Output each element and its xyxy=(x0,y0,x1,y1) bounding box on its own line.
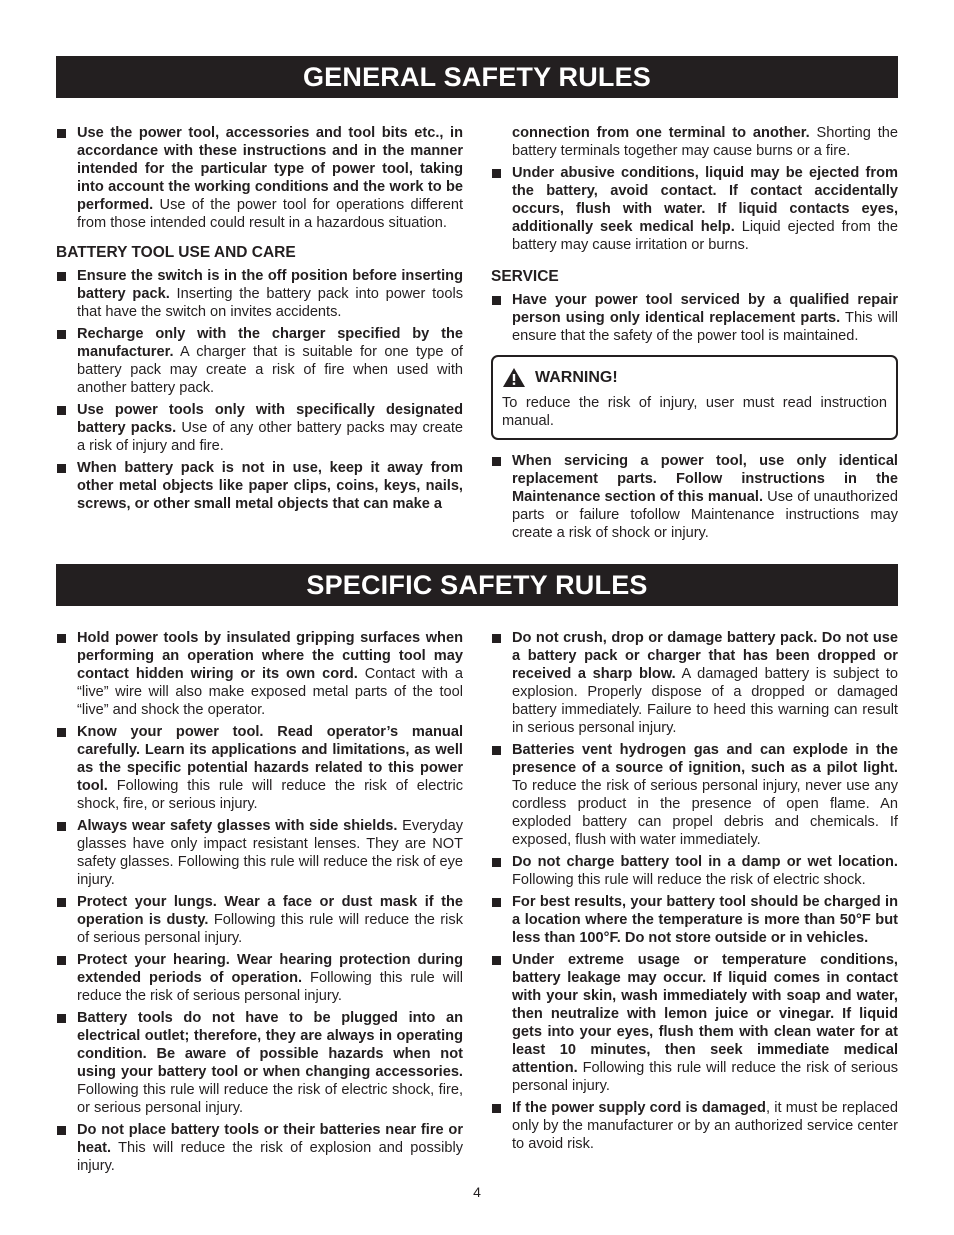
page-number: 4 xyxy=(473,1184,481,1200)
square-bullet-icon xyxy=(492,169,501,178)
specific-left-column xyxy=(56,629,463,1179)
list-item: For best results, your battery tool should be charged in a location where the temperature is more than 50°F but less than 100°F. Do not store outside or in vehicles. xyxy=(491,893,898,947)
square-bullet-icon xyxy=(492,858,501,867)
general-title: GENERAL SAFETY RULES xyxy=(302,62,652,92)
list-item: Do not charge battery tool in a damp or wet location. Following this rule will reduce the risk of electric shock. xyxy=(491,853,898,889)
list-item: Do not place battery tools or their batteries near fire or heat. This will reduce the risk of explosion and possibly injury. xyxy=(56,1121,463,1175)
square-bullet-icon xyxy=(57,822,66,831)
specific-safety-rules-banner xyxy=(56,564,898,606)
list-item: Use power tools only with specifically designated battery packs. Use of any other battery packs may create a risk of injury and fire. xyxy=(56,401,463,455)
warning-header xyxy=(502,367,887,388)
square-bullet-icon xyxy=(57,272,66,281)
general-right-column xyxy=(491,124,898,546)
list-item: Under abusive conditions, liquid may be ejected from the battery, avoid contact. If contact accidentally occurs, flush with water. If liquid contacts eyes, additionally seek medical help. Liquid ejected from the battery may cause irritation or burns. xyxy=(491,164,898,254)
list-item: Protect your hearing. Wear hearing protection during extended periods of operation. Following this rule will reduce the risk of serious personal injury. xyxy=(56,951,463,1005)
list-item: Always wear safety glasses with side shields. Everyday glasses have only impact resistant lenses. They are NOT safety glasses. Following this rule will reduce the risk of eye injury. xyxy=(56,817,463,889)
square-bullet-icon xyxy=(57,956,66,965)
square-bullet-icon xyxy=(492,898,501,907)
list-item: Hold power tools by insulated gripping surfaces when performing an operation where the cutting tool may contact hidden wiring or its own cord. Contact with a “live” wire will also make exposed metal parts of the tool “live” and shock the operator. xyxy=(56,629,463,719)
square-bullet-icon xyxy=(57,464,66,473)
square-bullet-icon xyxy=(57,330,66,339)
list-item: Do not crush, drop or damage battery pack. Do not use a battery pack or charger that has been dropped or received a sharp blow. A damaged battery is subject to explosion. Properly dispose of a dropped or damaged battery immediately. Failure to heed this warning can result in serious personal injury. xyxy=(491,629,898,737)
square-bullet-icon xyxy=(57,728,66,737)
square-bullet-icon xyxy=(492,746,501,755)
specific-title: SPECIFIC SAFETY RULES xyxy=(306,570,648,600)
battery-tool-heading: BATTERY TOOL USE AND CARE xyxy=(56,244,296,261)
list-item: Battery tools do not have to be plugged into an electrical outlet; therefore, they are always in operating condition. Be aware of possible hazards when not using your battery tool or when changing accessories. Following this rule will reduce the risk of electric shock, fire, or serious personal injury. xyxy=(56,1009,463,1117)
list-item-continuation: connection from one terminal to another. Shorting the battery terminals together may cause burns or a fire. xyxy=(512,125,898,159)
list-item: When battery pack is not in use, keep it away from other metal objects like paper clips, coins, keys, nails, screws, or other small metal objects that can make a xyxy=(56,459,463,513)
general-safety-rules-banner xyxy=(56,56,898,98)
square-bullet-icon xyxy=(57,1126,66,1135)
warning-box xyxy=(491,355,898,440)
square-bullet-icon xyxy=(492,634,501,643)
square-bullet-icon xyxy=(57,634,66,643)
list-item: Recharge only with the charger specified by the manufacturer. A charger that is suitable for one type of battery pack may create a risk of fire when used with another battery pack. xyxy=(56,325,463,397)
general-left-column xyxy=(56,124,463,517)
list-item: When servicing a power tool, use only identical replacement parts. Follow instructions in the Maintenance section of this manual. Use of unauthorized parts or failure tofollow Maintenance instructions may create a risk of shock or injury. xyxy=(491,452,898,542)
square-bullet-icon xyxy=(57,898,66,907)
list-item: Batteries vent hydrogen gas and can explode in the presence of a source of ignition, such as a pilot light. To reduce the risk of serious personal injury, never use any cordless product in the presence of open flame. An exploded battery can propel debris and chemicals. If exposed, flush with water immediately. xyxy=(491,741,898,849)
list-item: Use the power tool, accessories and tool bits etc., in accordance with these instructions and in the manner intended for the particular type of power tool, taking into account the working conditions and the work to be performed. Use of the power tool for operations different from those intended could result in a hazardous situation. xyxy=(56,124,463,232)
warning-triangle-icon xyxy=(502,367,526,388)
specific-right-column xyxy=(491,629,898,1157)
square-bullet-icon xyxy=(57,1014,66,1023)
list-item: Have your power tool serviced by a qualified repair person using only identical replacement parts. This will ensure that the safety of the power tool is maintained. xyxy=(491,291,898,345)
square-bullet-icon xyxy=(57,129,66,138)
service-heading: SERVICE xyxy=(491,268,559,285)
list-item: If the power supply cord is damaged, it must be replaced only by the manufacturer or by an authorized service center to avoid risk. xyxy=(491,1099,898,1153)
warning-text: To reduce the risk of injury, user must read instruction manual. xyxy=(502,395,887,429)
square-bullet-icon xyxy=(492,457,501,466)
list-item: Protect your lungs. Wear a face or dust mask if the operation is dusty. Following this rule will reduce the risk of serious personal injury. xyxy=(56,893,463,947)
list-item: Know your power tool. Read operator’s manual carefully. Learn its applications and limitations, as well as the specific potential hazards related to this power tool. Following this rule will reduce the risk of electric shock, fire, or serious injury. xyxy=(56,723,463,813)
square-bullet-icon xyxy=(57,406,66,415)
warning-label: WARNING! xyxy=(535,368,618,386)
list-item: Under extreme usage or temperature conditions, battery leakage may occur. If liquid comes in contact with your skin, wash immediately with soap and water, then neutralize with lemon juice or vinegar. If liquid gets into your eyes, flush them with clean water for at least 10 minutes, then seek immediate medical attention. Following this rule will reduce the risk of serious personal injury. xyxy=(491,951,898,1095)
square-bullet-icon xyxy=(492,296,501,305)
list-item: Ensure the switch is in the off position before inserting battery pack. Inserting the battery pack into power tools that have the switch on invites accidents. xyxy=(56,267,463,321)
square-bullet-icon xyxy=(492,1104,501,1113)
square-bullet-icon xyxy=(492,956,501,965)
